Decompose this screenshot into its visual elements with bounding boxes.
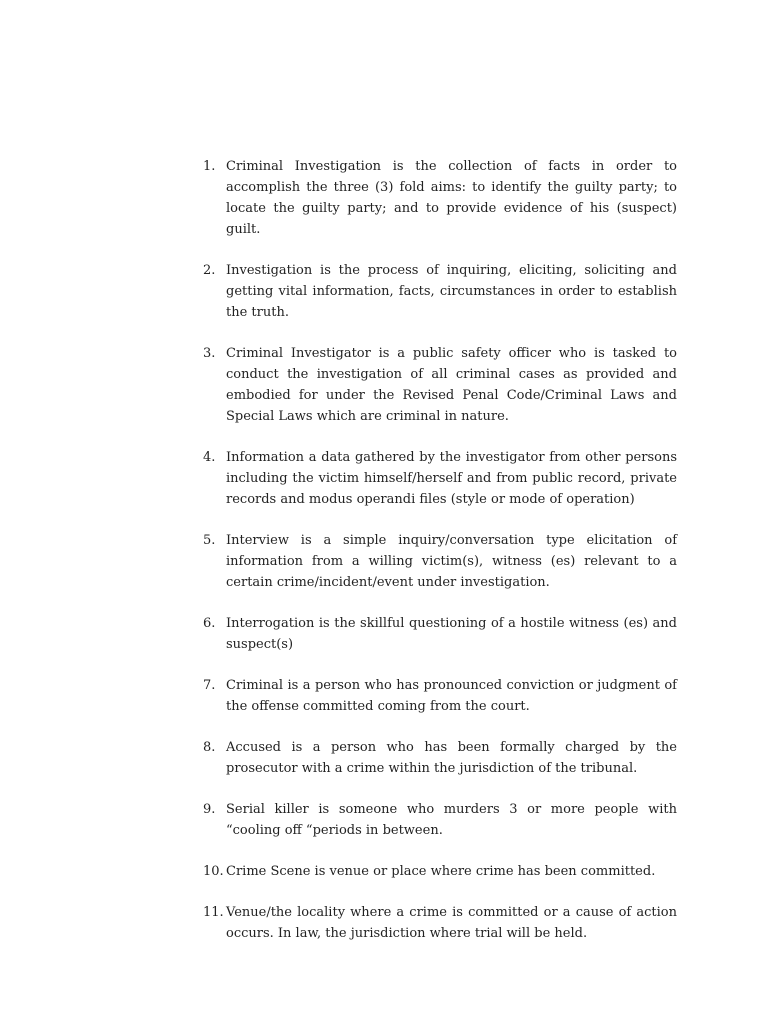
item-number: 1. xyxy=(203,159,216,174)
list-item xyxy=(193,675,677,717)
item-number: 5. xyxy=(203,533,216,548)
item-text: Venue/the locality where a crime is committed or a cause of action occurs. In law, the jurisdiction where trial will be held. xyxy=(226,905,677,941)
item-number: 8. xyxy=(203,740,216,755)
list-item xyxy=(193,613,677,655)
item-text: Investigation is the process of inquiring, eliciting, soliciting and getting vital information, facts, circumstances in order to establish the truth. xyxy=(226,263,677,320)
item-number: 4. xyxy=(203,450,216,465)
list-item xyxy=(193,530,677,593)
list-item xyxy=(193,260,677,323)
list-item xyxy=(193,902,677,944)
list-item xyxy=(193,447,677,510)
item-text: Crime Scene is venue or place where crime has been committed. xyxy=(226,864,656,879)
item-number: 6. xyxy=(203,616,216,631)
item-number: 9. xyxy=(203,802,216,817)
item-text: Criminal is a person who has pronounced conviction or judgment of the offense committed coming from the court. xyxy=(226,678,677,714)
item-number: 7. xyxy=(203,678,216,693)
item-text: Interview is a simple inquiry/conversation type elicitation of information from a willing victim(s), witness (es) relevant to a certain crime/incident/event under investigation. xyxy=(226,533,677,590)
item-text: Interrogation is the skillful questioning of a hostile witness (es) and suspect(s) xyxy=(226,616,677,652)
item-number: 10. xyxy=(203,864,224,879)
list-item xyxy=(193,737,677,779)
item-text: Accused is a person who has been formally charged by the prosecutor with a crime within the jurisdiction of the tribunal. xyxy=(226,740,677,776)
list-item xyxy=(193,861,677,882)
item-number: 2. xyxy=(203,263,216,278)
list-item xyxy=(193,156,677,240)
item-text: Criminal Investigation is the collection of facts in order to accomplish the three (3) fold aims: to identify the guilty party; to locate the guilty party; and to provide evidence of his (suspect) guilt. xyxy=(226,159,677,237)
definitions-list xyxy=(193,156,677,964)
list-item xyxy=(193,343,677,427)
item-text: Information a data gathered by the investigator from other persons including the victim himself/herself and from public record, private records and modus operandi files (style or mode of operation) xyxy=(226,450,677,507)
item-text: Serial killer is someone who murders 3 or more people with “cooling off “periods in between. xyxy=(226,802,677,838)
item-text: Criminal Investigator is a public safety officer who is tasked to conduct the investigation of all criminal cases as provided and embodied for under the Revised Penal Code/Criminal Laws and Special Laws which are criminal in nature. xyxy=(226,346,677,424)
item-number: 3. xyxy=(203,346,216,361)
list-item xyxy=(193,799,677,841)
item-number: 11. xyxy=(203,905,224,920)
